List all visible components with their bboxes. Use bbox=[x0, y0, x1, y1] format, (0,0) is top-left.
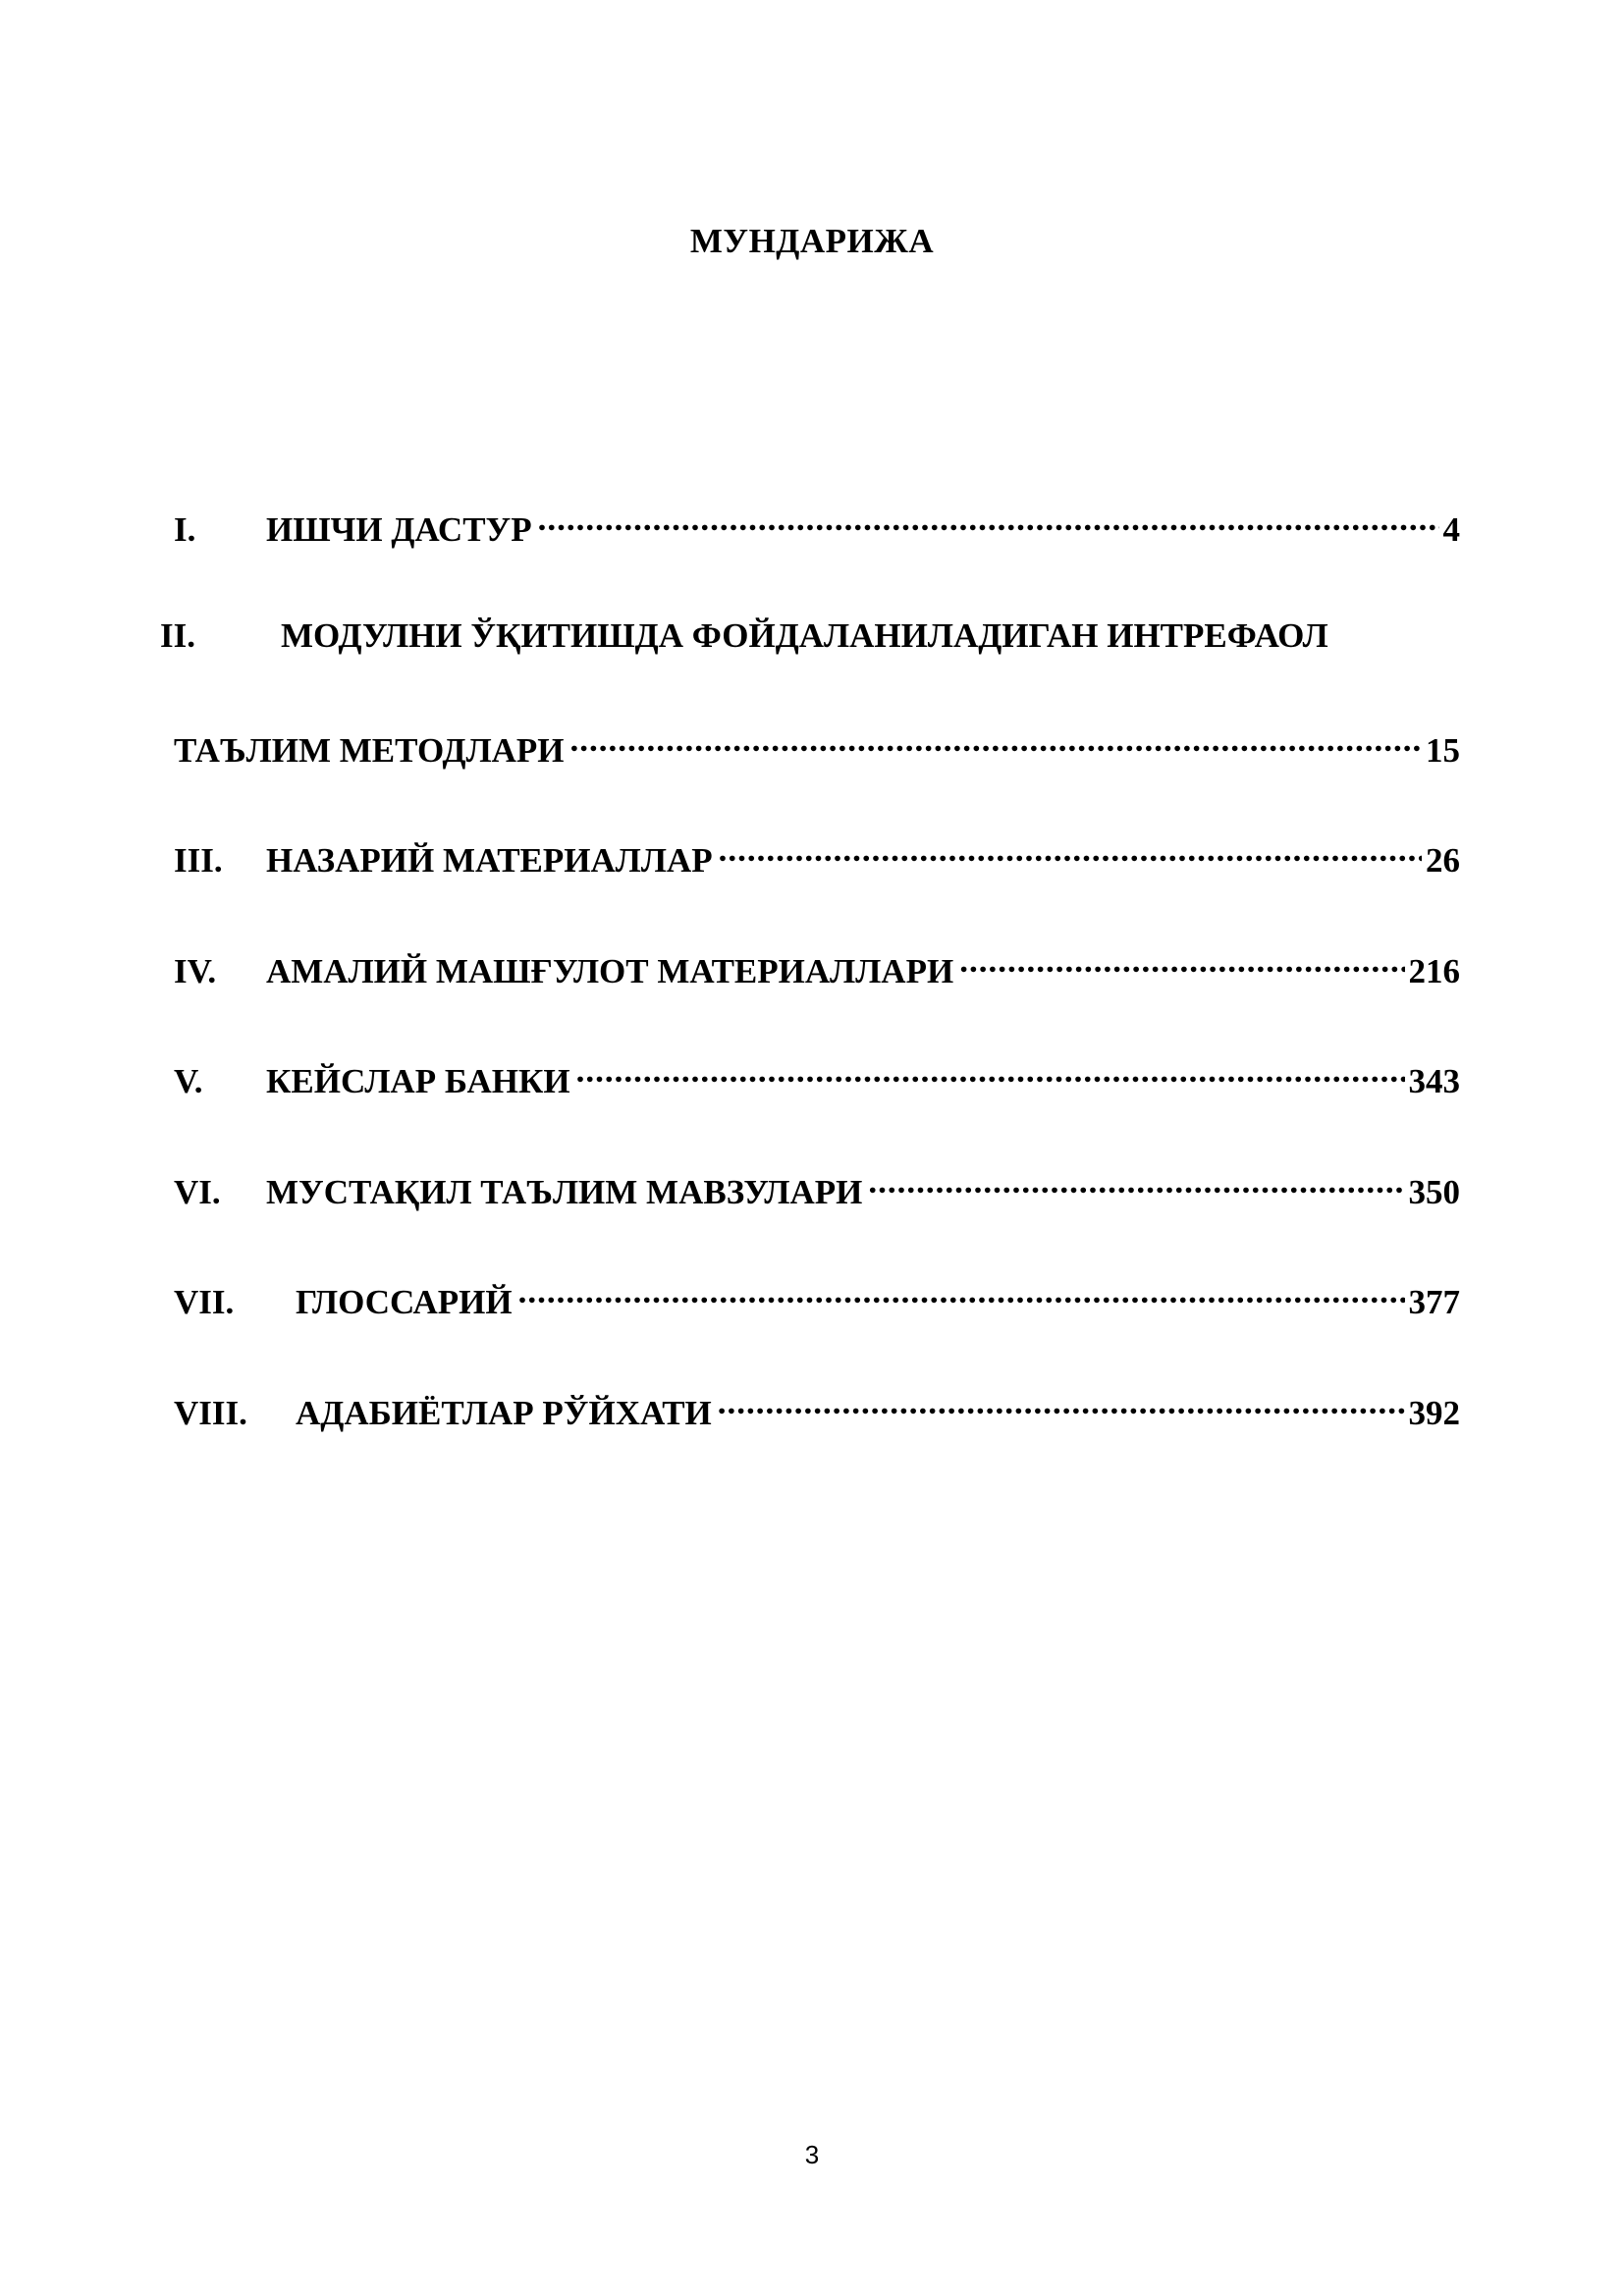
toc-entry-title: МУСТАҚИЛ ТАЪЛИМ МАВЗУЛАРИ bbox=[266, 1173, 863, 1211]
toc-entry-page: 4 bbox=[1442, 510, 1460, 549]
toc-leader-dots bbox=[719, 837, 1422, 872]
toc-entry[interactable] bbox=[174, 837, 1460, 881]
toc-entry-title: АДАБИЁТЛАР РЎЙХАТИ bbox=[296, 1394, 712, 1432]
toc-entry-page: 392 bbox=[1408, 1394, 1460, 1432]
page-number: 3 bbox=[804, 2140, 820, 2169]
page-title: МУНДАРИЖА bbox=[689, 222, 935, 260]
toc-entry[interactable] bbox=[174, 1058, 1460, 1101]
toc-entry-number: VII. bbox=[174, 1283, 235, 1321]
toc-entry-page: 377 bbox=[1408, 1283, 1460, 1321]
toc-leader-dots bbox=[959, 948, 1404, 983]
toc-leader-dots bbox=[576, 1058, 1405, 1093]
toc-entry-title: ИШЧИ ДАСТУР bbox=[266, 510, 532, 549]
toc-leader-dots bbox=[718, 1390, 1405, 1424]
toc-leader-dots bbox=[570, 727, 1422, 762]
toc-entry[interactable] bbox=[160, 616, 1328, 656]
toc-entry-title-continuation: ТАЪЛИМ МЕТОДЛАРИ bbox=[174, 731, 565, 770]
toc-entry-number: II. bbox=[160, 616, 195, 655]
toc-entry-page: 343 bbox=[1408, 1062, 1460, 1100]
toc-leader-dots bbox=[518, 1279, 1405, 1313]
toc-entry-title: МОДУЛНИ ЎҚИТИШДА ФОЙДАЛАНИЛАДИГАН ИНТРЕФАОЛ bbox=[281, 616, 1328, 655]
toc-leader-dots bbox=[868, 1169, 1404, 1203]
toc-entry-number: IV. bbox=[174, 952, 217, 990]
toc-entry-title: АМАЛИЙ МАШҒУЛОТ МАТЕРИАЛЛАРИ bbox=[266, 952, 954, 990]
toc-entry-title: КЕЙСЛАР БАНКИ bbox=[266, 1062, 570, 1100]
toc-entry-number: III. bbox=[174, 841, 223, 880]
toc-entry-number: V. bbox=[174, 1062, 203, 1100]
toc-leader-dots bbox=[538, 507, 1439, 541]
toc-entry-page: 15 bbox=[1426, 731, 1460, 770]
toc-entry-number: I. bbox=[174, 510, 196, 549]
toc-entry-continuation[interactable] bbox=[174, 727, 1460, 771]
toc-entry[interactable] bbox=[174, 1169, 1460, 1212]
toc-entry[interactable] bbox=[174, 1390, 1460, 1433]
toc-entry-title: ГЛОССАРИЙ bbox=[296, 1283, 513, 1321]
toc-entry-page: 216 bbox=[1408, 952, 1460, 990]
toc-entry-page: 350 bbox=[1408, 1173, 1460, 1211]
toc-entry[interactable] bbox=[174, 507, 1460, 550]
toc-entry-title: НАЗАРИЙ МАТЕРИАЛЛАР bbox=[266, 841, 713, 880]
toc-entry[interactable] bbox=[174, 1279, 1460, 1322]
toc-entry[interactable] bbox=[174, 948, 1460, 991]
toc-entry-number: VI. bbox=[174, 1173, 221, 1211]
toc-entry-page: 26 bbox=[1426, 841, 1460, 880]
toc-entry-number: VIII. bbox=[174, 1394, 247, 1432]
